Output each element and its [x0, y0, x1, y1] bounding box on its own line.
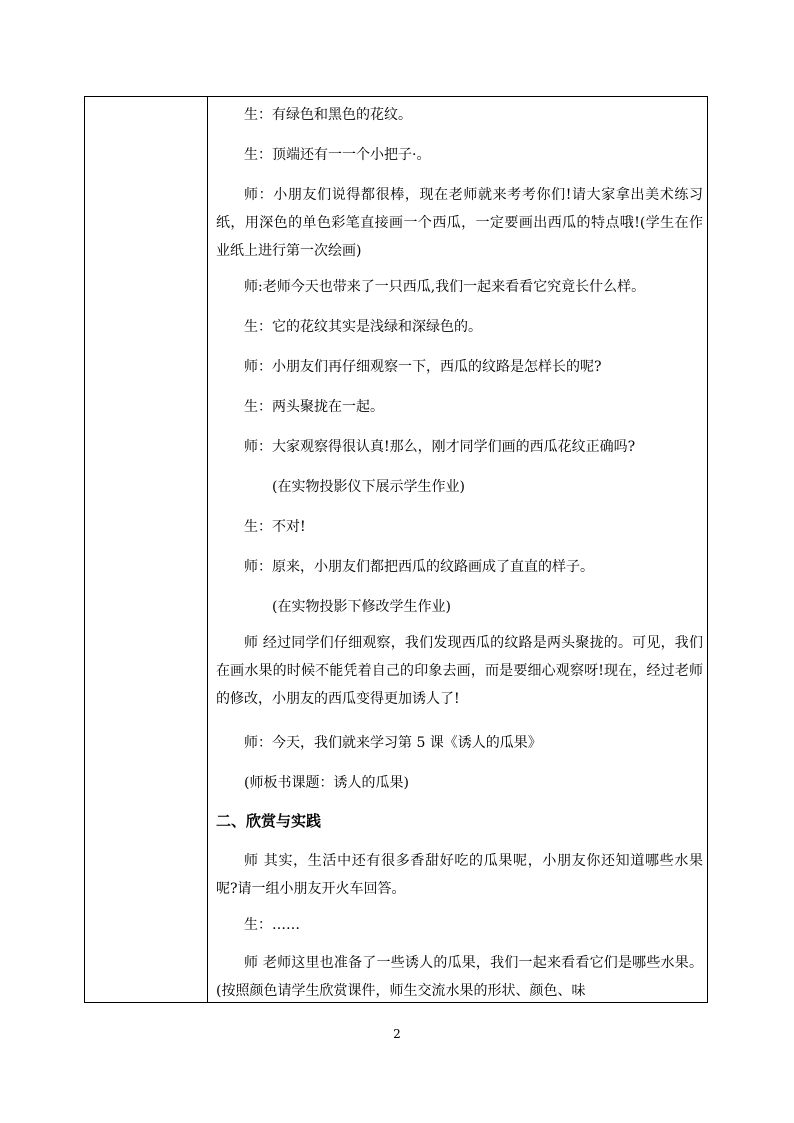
- paragraph: 师：小朋友们说得都很棒，现在老师就来考考你们!请大家拿出美术练习纸，用深色的单色彩笔直接画一个西瓜，一定要画出西瓜的特点哦!(学生在作业纸上进行第一次绘画): [216, 187, 703, 259]
- paragraph: 师 经过同学们仔细观察，我们发现西瓜的纹路是两头聚拢的。可见，我们在画水果的时候不能凭着自己的印象去画，而是要细心观察呀!现在，经过老师的修改，小朋友的西瓜变得更加诱人了!: [216, 635, 703, 707]
- paragraph: 生：不对!: [244, 519, 306, 535]
- paragraph: 师：大家观察得很认真!那么，刚才同学们画的西瓜花纹正确吗?: [244, 439, 636, 455]
- paragraph: (在实物投影仪下展示学生作业): [272, 479, 465, 495]
- paragraph: 师：小朋友们再仔细观察一下，西瓜的纹路是怎样长的呢?: [244, 359, 602, 375]
- paragraph: 师 其实，生活中还有很多香甜好吃的瓜果呢，小朋友你还知道哪些水果呢?请一组小朋友开火车回答。: [216, 853, 703, 897]
- paragraph: (在实物投影下修改学生作业): [272, 599, 451, 615]
- paragraph: 师：今天，我们就来学习第 5 课《诱人的瓜果》: [244, 735, 542, 751]
- paragraph: (师板书课题：诱人的瓜果): [244, 775, 409, 791]
- lesson-table: [84, 96, 708, 1003]
- section-heading: 二、欣赏与实践: [216, 812, 322, 830]
- paragraph: 生：它的花纹其实是浅绿和深绿色的。: [244, 319, 482, 335]
- lesson-content-cell: [216, 97, 703, 1002]
- paragraph: 生：……: [244, 917, 300, 933]
- paragraph: 师:老师今天也带来了一只西瓜,我们一起来看看它究竟长什么样。: [244, 279, 646, 295]
- paragraph: 生：有绿色和黑色的花纹。: [244, 107, 412, 123]
- column-divider: [207, 97, 208, 1002]
- paragraph: 生：两头聚拢在一起。: [244, 399, 384, 415]
- page-number: 2: [393, 1027, 401, 1041]
- paragraph: 师：原来，小朋友们都把西瓜的纹路画成了直直的样子。: [244, 559, 594, 575]
- paragraph: 生：顶端还有一一个小把子·。: [244, 147, 431, 163]
- paragraph: 师 老师这里也准备了一些诱人的瓜果，我们一起来看看它们是哪些水果。(按照颜色请学生欣赏课件，师生交流水果的形状、颜色、味: [216, 955, 703, 999]
